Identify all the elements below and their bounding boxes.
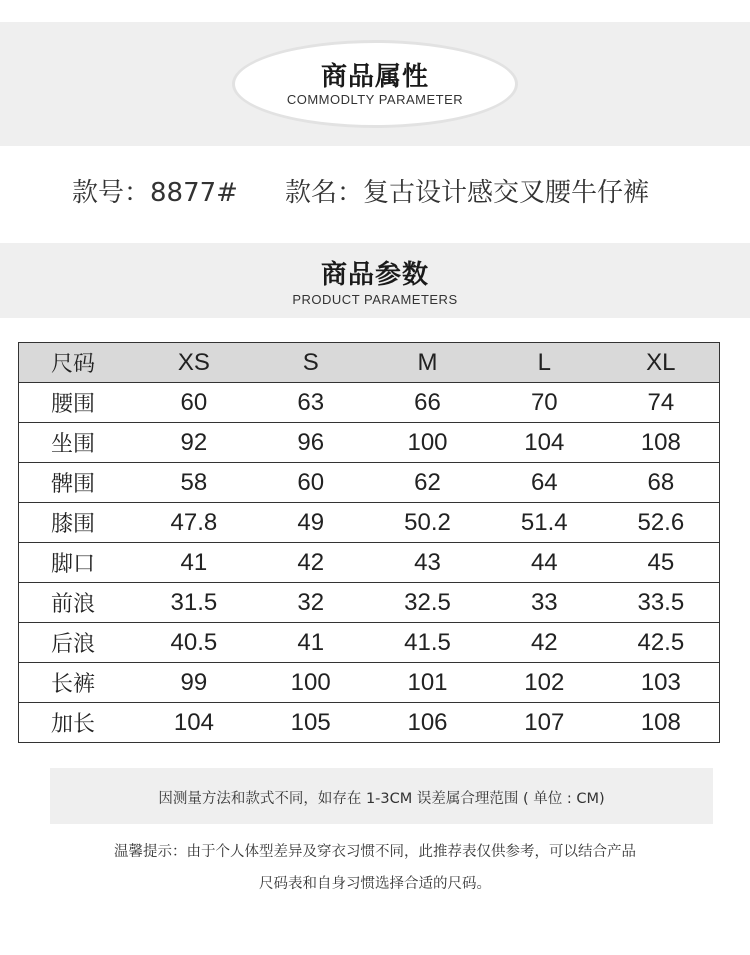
table-cell: 96 (252, 423, 369, 463)
row-label: 膝围 (19, 503, 136, 543)
table-cell: 103 (603, 663, 720, 703)
table-row (19, 623, 720, 663)
table-cell: 40.5 (136, 623, 253, 663)
style-number: 款号：8877# (72, 178, 238, 208)
table-cell: 92 (136, 423, 253, 463)
table-cell: 44 (486, 543, 603, 583)
row-label: 髀围 (19, 463, 136, 503)
table-cell: 108 (603, 703, 720, 743)
table-cell: 104 (486, 423, 603, 463)
table-cell: 64 (486, 463, 603, 503)
table-cell: 32 (252, 583, 369, 623)
table-row (19, 463, 720, 503)
row-label: 脚口 (19, 543, 136, 583)
table-row (19, 503, 720, 543)
table-row (19, 663, 720, 703)
table-cell: 107 (486, 703, 603, 743)
header-cell: XL (603, 343, 720, 383)
table-cell: 51.4 (486, 503, 603, 543)
table-cell: 49 (252, 503, 369, 543)
measurement-note: 因测量方法和款式不同，如存在 1-3CM 误差属合理范围 ( 单位 : CM) (158, 791, 605, 807)
commodity-title: 商品属性 (320, 62, 429, 92)
table-cell: 41 (136, 543, 253, 583)
table-cell: 47.8 (136, 503, 253, 543)
table-cell: 41.5 (369, 623, 486, 663)
table-cell: 105 (252, 703, 369, 743)
parameters-subtitle: PRODUCT PARAMETERS (292, 292, 458, 307)
table-cell: 100 (252, 663, 369, 703)
row-label: 前浪 (19, 583, 136, 623)
table-cell: 43 (369, 543, 486, 583)
tip-line-2: 尺码表和自身习惯选择合适的尺码。 (259, 876, 491, 892)
table-cell: 31.5 (136, 583, 253, 623)
table-cell: 42 (252, 543, 369, 583)
table-cell: 41 (252, 623, 369, 663)
table-cell: 101 (369, 663, 486, 703)
table-cell: 33.5 (603, 583, 720, 623)
row-label: 后浪 (19, 623, 136, 663)
table-row (19, 543, 720, 583)
header-cell: L (486, 343, 603, 383)
header-cell: S (252, 343, 369, 383)
table-row (19, 423, 720, 463)
table-cell: 58 (136, 463, 253, 503)
table-cell: 60 (252, 463, 369, 503)
table-cell: 106 (369, 703, 486, 743)
row-label: 腰围 (19, 383, 136, 423)
table-cell: 66 (369, 383, 486, 423)
header-cell: 尺码 (19, 343, 136, 383)
row-label: 加长 (19, 703, 136, 743)
table-cell: 50.2 (369, 503, 486, 543)
table-cell: 33 (486, 583, 603, 623)
table-cell: 45 (603, 543, 720, 583)
commodity-subtitle: COMMODLTY PARAMETER (286, 92, 464, 107)
header-cell: M (369, 343, 486, 383)
table-cell: 104 (136, 703, 253, 743)
table-row (19, 583, 720, 623)
table-cell: 108 (603, 423, 720, 463)
table-cell: 68 (603, 463, 720, 503)
table-cell: 102 (486, 663, 603, 703)
table-cell: 100 (369, 423, 486, 463)
style-name: 款名：复古设计感交叉腰牛仔裤 (285, 178, 650, 208)
table-cell: 60 (136, 383, 253, 423)
table-cell: 42 (486, 623, 603, 663)
row-label: 坐围 (19, 423, 136, 463)
table-row (19, 703, 720, 743)
table-cell: 99 (136, 663, 253, 703)
table-cell: 42.5 (603, 623, 720, 663)
table-cell: 63 (252, 383, 369, 423)
tip-line-1: 温馨提示：由于个人体型差异及穿衣习惯不同，此推荐表仅供参考，可以结合产品 (114, 844, 636, 860)
table-row (19, 383, 720, 423)
parameters-title: 商品参数 (320, 260, 429, 290)
size-table (18, 342, 720, 743)
table-cell: 52.6 (603, 503, 720, 543)
header-cell: XS (136, 343, 253, 383)
size-table-header-row (19, 343, 720, 383)
table-cell: 32.5 (369, 583, 486, 623)
table-cell: 70 (486, 383, 603, 423)
table-cell: 62 (369, 463, 486, 503)
row-label: 长裤 (19, 663, 136, 703)
table-cell: 74 (603, 383, 720, 423)
